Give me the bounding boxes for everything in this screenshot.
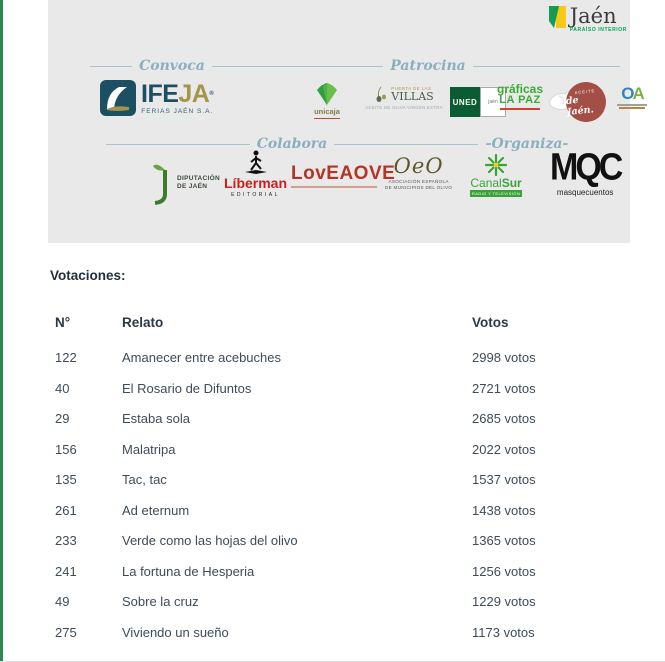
row-number: 49 (55, 594, 70, 609)
olive-branch-icon (374, 86, 388, 102)
canalsur-name: CanalSur (470, 176, 522, 190)
graficas-line1: gráficas (497, 82, 544, 96)
header-relato: Relato (122, 315, 164, 330)
row-number: 156 (55, 441, 77, 457)
row-votos: 1229 votos (472, 594, 536, 609)
canalsur-star-icon (485, 154, 507, 176)
uned-jaen-box: jaén (480, 87, 506, 117)
villas-top-text: PUERTA DE LAS (391, 86, 432, 91)
row-votos: 2685 votos (472, 411, 536, 426)
oa-name: OA (621, 84, 643, 103)
row-votos: 1537 votos (472, 472, 536, 487)
ifeja-icon (100, 80, 136, 116)
votaciones-heading: Votaciones: (50, 268, 126, 283)
graficas-caption-line (500, 108, 540, 110)
ifeja-name: IFEJA® (141, 79, 214, 108)
table-row (0, 473, 640, 504)
aemo-logo (385, 156, 452, 191)
diputacion-line1: DIPUTACIÓN (177, 175, 220, 182)
canalsur-logo (470, 154, 522, 197)
unicaja-caption-line (314, 118, 340, 119)
table-row (0, 565, 640, 596)
mqc-logo (550, 145, 621, 197)
diputacion-jaen-logo (151, 160, 220, 206)
jaen-brand-name: Jaén (569, 4, 617, 28)
patrocina-section-label (236, 58, 620, 74)
divider-line (236, 66, 383, 67)
row-relato: Amanecer entre acebuches (122, 350, 281, 365)
row-relato: Viviendo un sueño (122, 624, 229, 640)
uned-name: UNED (450, 87, 480, 117)
organiza-label: -Organiza- (485, 136, 569, 152)
sponsors-banner (48, 0, 643, 243)
unicaja-name: unicaja (314, 107, 340, 116)
jaen-paraiso-icon (547, 5, 567, 31)
row-relato: Tac, tac (122, 472, 167, 487)
table-row (0, 443, 640, 474)
liberman-subtitle: EDITORIAL (231, 192, 280, 198)
row-number: 233 (55, 533, 77, 548)
row-relato: Malatripa (122, 441, 176, 457)
table-row (0, 351, 640, 382)
canalsur-subtitle: RADIO Y TELEVISIÓN (472, 191, 521, 196)
mqc-subtitle: masquecuentos (556, 188, 614, 197)
walking-figure-icon (243, 150, 269, 176)
row-number: 122 (55, 350, 77, 365)
row-number: 40 (55, 380, 70, 396)
liberman-name: Líberman (224, 175, 288, 191)
table-row (0, 412, 640, 443)
villas-name: VILLAS (391, 90, 434, 103)
stamp-arc-text: ACEITE (574, 87, 596, 95)
row-votos: 2721 votos (472, 380, 536, 396)
row-relato: El Rosario de Difuntos (122, 380, 252, 396)
divider-line (334, 144, 478, 145)
loveaove-name: LovEAOVE (291, 163, 396, 184)
table-row (0, 626, 640, 657)
table-row (0, 382, 640, 413)
row-relato: Sobre la cruz (122, 594, 199, 609)
row-votos: 1438 votos (472, 502, 536, 518)
row-votos: 1365 votos (472, 533, 536, 548)
liberman-logo (224, 150, 287, 198)
oa-caption-line2 (619, 107, 645, 109)
diputacion-j-icon (151, 160, 173, 206)
patrocina-label: Patrocina (390, 58, 466, 74)
unicaja-logo (298, 82, 356, 119)
colabora-section-label (106, 136, 478, 152)
oleicola-oa-logo (610, 86, 654, 109)
jaen-brand-tagline: PARAÍSO INTERIOR (569, 27, 627, 33)
graficas-line2: LA PAZ (499, 94, 541, 106)
table-row (0, 534, 640, 565)
row-votos: 2022 votos (472, 441, 536, 457)
puerta-villas-logo (359, 86, 449, 110)
diputacion-line2: DE JAÉN (177, 183, 208, 190)
votes-table (0, 351, 640, 656)
convoca-label: Convoca (139, 58, 205, 74)
villas-subtitle: ACEITE DE OLIVA VIRGEN EXTRA (365, 105, 443, 110)
row-number: 135 (55, 472, 77, 487)
row-votos: 2998 votos (472, 350, 536, 365)
ifeja-logo (100, 80, 213, 116)
row-relato: Verde como las hojas del olivo (122, 533, 298, 548)
table-row (0, 595, 640, 626)
colabora-label: Colabora (256, 136, 328, 152)
unicaja-leaf-icon (313, 82, 341, 106)
table-header-row (0, 315, 640, 330)
ifeja-subtitle: FERIAS JAÉN S.A. (141, 107, 214, 115)
loveaove-caption-line (291, 186, 377, 188)
mqc-monogram: MQC (550, 145, 621, 189)
divider-line (106, 144, 250, 145)
row-votos: 1256 votos (472, 563, 536, 579)
loveaove-logo (291, 164, 395, 188)
stamp-name: de Jaén. (565, 94, 595, 118)
row-number: 261 (55, 502, 77, 518)
oa-caption-line (617, 104, 647, 106)
row-number: 241 (55, 563, 77, 579)
table-row (0, 504, 640, 535)
convoca-section-label (90, 58, 254, 74)
aemo-subtitle: ASOCIACIÓN ESPAÑOLA DE MUNICIPIOS DEL OLIVO (385, 179, 453, 190)
divider-line (473, 66, 620, 67)
jaen-paraiso-logo (547, 5, 627, 33)
row-votos: 1173 votos (472, 624, 535, 640)
header-votos: Votos (472, 315, 509, 330)
row-relato: Estaba sola (122, 411, 190, 426)
row-relato: La fortuna de Hesperia (122, 563, 255, 579)
row-number: 29 (55, 411, 70, 426)
aemo-monogram: OeO (393, 154, 444, 178)
divider-line (90, 66, 132, 67)
row-number: 275 (55, 624, 77, 640)
row-relato: Ad eternum (122, 502, 190, 518)
header-num: N° (55, 315, 71, 330)
